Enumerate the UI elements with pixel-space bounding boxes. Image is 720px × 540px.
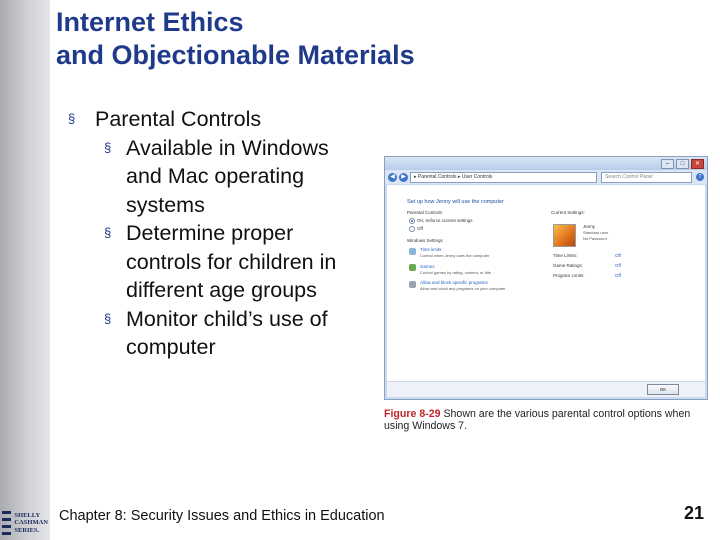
address-bar [385,170,707,184]
screenshot-heading: Set up how Jenny will use the computer [407,199,504,205]
search-field: Search Control Panel [601,172,692,183]
bullet-available: § Available in Windows and Mac operating systems [104,135,329,217]
left-sidebar-band [0,0,50,540]
option-off: Off [417,226,423,231]
forward-arrow-icon: ▶ [399,173,408,182]
bullet-marker: § [68,111,76,126]
window-content [387,185,705,397]
setting-time-limits: Time limits [420,247,442,252]
parental-controls-label: Parental Controls: [407,210,444,215]
parental-controls-screenshot [384,156,708,400]
setting-programs-desc: Allow and block any programs on your computer [420,286,506,291]
setting-games-desc: Control games by rating, content, or title [420,270,491,275]
ok-button: OK [647,384,679,395]
close-icon: ✕ [691,159,704,169]
title-line-2: and Objectionable Materials [56,40,415,70]
setting-programs: Allow and block specific programs [420,280,488,285]
status-time-limits-value: Off [615,253,621,258]
user-type: Standard user [583,230,609,235]
status-game-ratings-value: Off [615,263,621,268]
status-game-ratings-label: Game Ratings: [553,263,584,268]
radio-off-icon [409,226,415,232]
figure-caption-text: Shown are the various parental control options when using Windows 7. [384,408,691,432]
windows-settings-label: Windows Settings [407,238,443,243]
bullet-list [68,105,368,362]
figure-caption [384,409,712,432]
bullet-marker: § [104,310,112,326]
bullet-parental-controls: § Parental Controls [68,105,368,134]
games-icon [409,264,416,271]
logo-stripes-icon [2,511,11,535]
slide-title [56,6,696,72]
bullet-marker: § [104,139,112,155]
maximize-icon: □ [676,159,689,169]
status-program-limits-label: Program Limits: [553,273,585,278]
status-program-limits-value: Off [615,273,621,278]
radio-on-icon [409,218,415,224]
bullet-determine: § Determine proper controls for children in different age groups [104,221,337,302]
slide-footer: Chapter 8: Security Issues and Ethics in Education [59,508,385,524]
setting-time-limits-desc: Control when Jenny uses the computer [420,253,490,258]
option-on: On, enforce current settings [417,218,473,223]
bullet-marker: § [104,225,112,240]
user-password: No Password [583,236,607,241]
help-icon: ? [696,173,704,181]
setting-games: Games [420,264,435,269]
minimize-icon: – [661,159,674,169]
logo-wordmark: SHELLY CASHMAN SERIES. [14,511,48,534]
title-line-1: Internet Ethics [56,7,244,37]
bullet-monitor: § Monitor child’s use of computer [104,306,328,359]
user-picture [553,224,576,247]
address-field: ▸ Parental Controls ▸ User Controls [410,172,597,183]
shelly-cashman-logo [2,508,48,538]
programs-icon [409,281,416,288]
clock-icon [409,248,416,255]
window-titlebar [385,157,707,170]
back-arrow-icon: ◀ [388,173,397,182]
window-footer [387,381,705,397]
figure-label: Figure 8-29 [384,408,441,420]
page-number: 21 [684,503,705,523]
user-name: Jenny [583,224,596,229]
current-settings-label: Current Settings: [551,210,585,215]
status-time-limits-label: Time Limits: [553,253,578,258]
